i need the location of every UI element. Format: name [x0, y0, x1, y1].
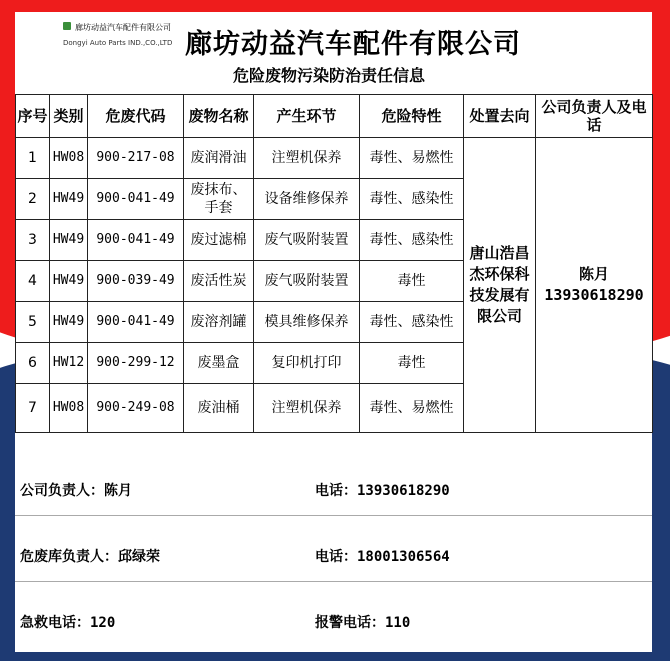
- cell-code: 900-299-12: [88, 343, 184, 384]
- cell-contact: [536, 138, 653, 433]
- warehouse-phone-label: 电话：: [315, 549, 357, 565]
- cell-category: HW49: [50, 302, 88, 343]
- cell-source: 复印机打印: [254, 343, 360, 384]
- first-aid-value: 120: [90, 615, 116, 631]
- header-source: 产生环节: [254, 95, 360, 138]
- contact-footer: [15, 450, 652, 650]
- cell-code: 900-041-49: [88, 302, 184, 343]
- footer-row-emergency: [15, 582, 652, 647]
- cell-waste-name: 废过滤棉: [184, 220, 254, 261]
- table-row: [16, 138, 653, 179]
- cell-no: 4: [16, 261, 50, 302]
- footer-row-warehouse: [15, 516, 652, 582]
- cell-waste-name: 废墨盒: [184, 343, 254, 384]
- footer-row-company: [15, 450, 652, 516]
- cell-hazard: 毒性: [360, 343, 464, 384]
- cell-source: 注塑机保养: [254, 138, 360, 179]
- warehouse-manager-label: 危废库负责人：: [20, 549, 118, 565]
- header-code: 危废代码: [88, 95, 184, 138]
- cell-hazard: 毒性、感染性: [360, 179, 464, 220]
- cell-code: 900-041-49: [88, 179, 184, 220]
- cell-no: 5: [16, 302, 50, 343]
- cell-source: 设备维修保养: [254, 179, 360, 220]
- header-contact: 公司负责人及电话: [536, 95, 653, 138]
- company-manager: [20, 480, 132, 500]
- cell-source: 模具维修保养: [254, 302, 360, 343]
- company-manager-value: 陈月: [104, 483, 132, 499]
- warehouse-phone: [315, 546, 450, 566]
- first-aid-label: 急救电话：: [20, 615, 90, 631]
- cell-no: 2: [16, 179, 50, 220]
- cell-waste-name: 废溶剂罐: [184, 302, 254, 343]
- logo-cn-text: 廊坊动益汽车配件有限公司: [75, 23, 171, 32]
- page-subtitle: 危险废物污染防治责任信息: [233, 66, 426, 85]
- company-phone-value: 13930618290: [357, 483, 450, 499]
- police-label: 报警电话：: [315, 615, 385, 631]
- cell-waste-name: 废润滑油: [184, 138, 254, 179]
- info-panel: [15, 12, 652, 652]
- cell-hazard: 毒性、易燃性: [360, 384, 464, 433]
- cell-no: 3: [16, 220, 50, 261]
- logo-en-text: Dongyi Auto Parts IND.,CO.,LTD: [63, 39, 173, 47]
- cell-source: 注塑机保养: [254, 384, 360, 433]
- cell-category: HW49: [50, 261, 88, 302]
- cell-waste-name: 废活性炭: [184, 261, 254, 302]
- logo-mark-icon: [63, 22, 71, 30]
- cell-no: 6: [16, 343, 50, 384]
- cell-hazard: 毒性、易燃性: [360, 138, 464, 179]
- cell-no: 7: [16, 384, 50, 433]
- header-category: 类别: [50, 95, 88, 138]
- header: [15, 12, 652, 94]
- cell-category: HW49: [50, 179, 88, 220]
- header-disposal: 处置去向: [464, 95, 536, 138]
- cell-hazard: 毒性、感染性: [360, 302, 464, 343]
- contact-phone: 13930618290: [544, 286, 644, 304]
- police-value: 110: [385, 615, 411, 631]
- cell-code: 900-041-49: [88, 220, 184, 261]
- cell-disposal: 唐山浩昌杰环保科技发展有限公司: [464, 138, 536, 433]
- cell-hazard: 毒性、感染性: [360, 220, 464, 261]
- company-phone-label: 电话：: [315, 483, 357, 499]
- cell-category: HW12: [50, 343, 88, 384]
- hazardous-waste-table: [15, 94, 653, 433]
- warehouse-manager: [20, 546, 160, 566]
- cell-code: 900-039-49: [88, 261, 184, 302]
- cell-waste-name: 废油桶: [184, 384, 254, 433]
- cell-source: 废气吸附装置: [254, 220, 360, 261]
- cell-code: 900-217-08: [88, 138, 184, 179]
- header-waste-name: 废物名称: [184, 95, 254, 138]
- cell-waste-name: 废抹布、手套: [184, 179, 254, 220]
- table-header-row: [16, 95, 653, 138]
- cell-code: 900-249-08: [88, 384, 184, 433]
- cell-category: HW08: [50, 384, 88, 433]
- cell-category: HW08: [50, 138, 88, 179]
- warehouse-manager-value: 邱绿荣: [118, 549, 160, 565]
- first-aid-phone: [20, 612, 115, 632]
- contact-name: 陈月: [578, 265, 609, 283]
- company-manager-label: 公司负责人：: [20, 483, 104, 499]
- cell-no: 1: [16, 138, 50, 179]
- cell-hazard: 毒性: [360, 261, 464, 302]
- header-no: 序号: [16, 95, 50, 138]
- page-title: 廊坊动益汽车配件有限公司: [185, 29, 521, 60]
- police-phone: [315, 612, 410, 632]
- header-hazard: 危险特性: [360, 95, 464, 138]
- company-phone: [315, 480, 450, 500]
- cell-category: HW49: [50, 220, 88, 261]
- cell-source: 废气吸附装置: [254, 261, 360, 302]
- warehouse-phone-value: 18001306564: [357, 549, 450, 565]
